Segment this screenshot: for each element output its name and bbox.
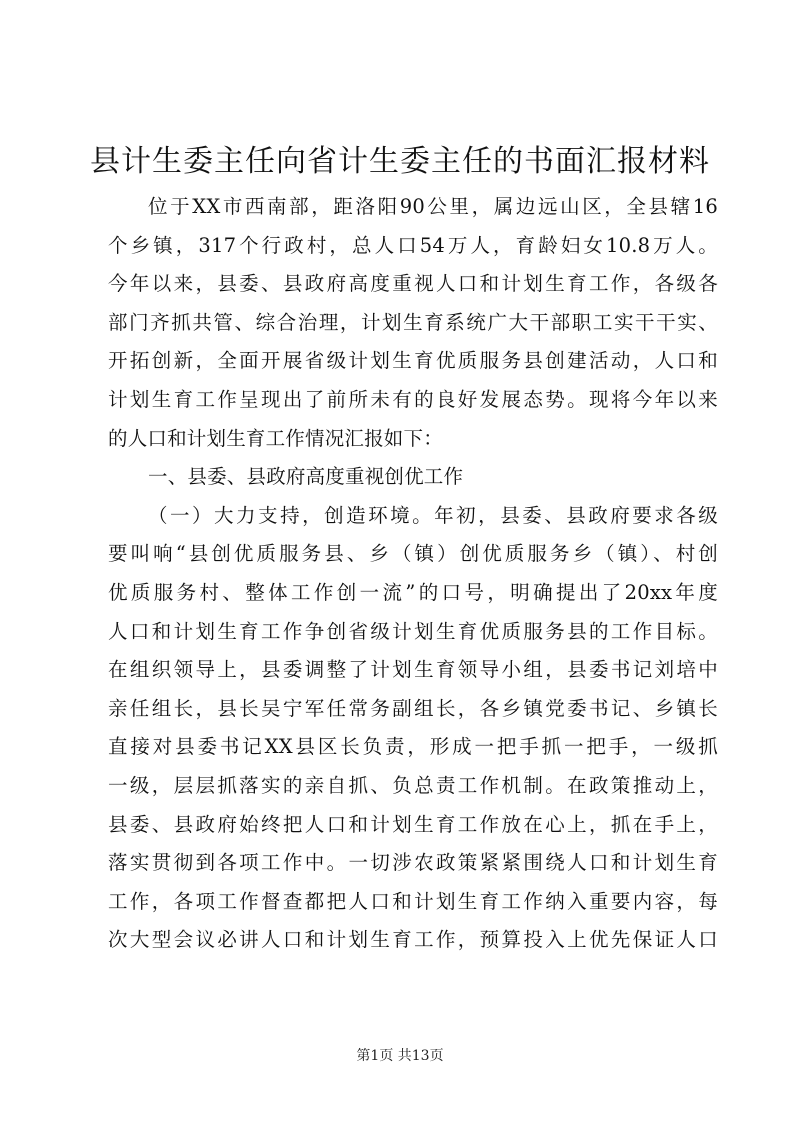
paragraph-line: 要叫响“县创优质服务县、乡（镇）创优质服务乡（镇）、村创 [108, 542, 718, 566]
paragraph-line: 直接对县委书记XX县区长负责，形成一把手抓一把手，一级抓 [108, 735, 718, 759]
paragraph-line: 的人口和计划生育工作情况汇报如下： [108, 426, 443, 450]
paragraph-line: 个乡镇，317个行政村，总人口54万人，育龄妇女10.8万人。 [108, 233, 718, 257]
document-body [108, 188, 718, 960]
paragraph-line: 今年以来，县委、县政府高度重视人口和计划生育工作，各级各 [108, 272, 718, 296]
paragraph-line: 一级，层层抓落实的亲自抓、负总责工作机制。在政策推动上， [108, 773, 718, 797]
paragraph-line: 计划生育工作呈现出了前所未有的良好发展态势。现将今年以来 [108, 387, 718, 411]
paragraph-line: （一）大力支持，创造环境。年初，县委、县政府要求各级 [148, 503, 718, 527]
document-title: 县计生委主任向省计生委主任的书面汇报材料 [90, 144, 710, 179]
paragraph-line: 落实贯彻到各项工作中。一切涉农政策紧紧围绕人口和计划生育 [108, 851, 718, 875]
paragraph-line: 位于XX市西南部，距洛阳90公里，属边远山区，全县辖16 [148, 195, 718, 218]
section-heading: 一、县委、县政府高度重视创优工作 [148, 465, 464, 489]
paragraph-line: 在组织领导上，县委调整了计划生育领导小组，县委书记刘培中 [108, 658, 718, 682]
page-number-footer: 第1页 共13页 [356, 1048, 444, 1064]
paragraph-line: 次大型会议必讲人口和计划生育工作，预算投入上优先保证人口 [108, 928, 718, 952]
paragraph-line: 人口和计划生育工作争创省级计划生育优质服务县的工作目标。 [108, 619, 718, 643]
paragraph-line: 部门齐抓共管、综合治理，计划生育系统广大干部职工实干干实、 [108, 310, 718, 334]
paragraph-line: 优质服务村、整体工作创一流”的口号，明确提出了20xx年度 [108, 580, 718, 604]
paragraph-line: 工作，各项工作督查都把人口和计划生育工作纳入重要内容，每 [108, 889, 718, 913]
paragraph-line: 亲任组长，县长吴宁军任常务副组长，各乡镇党委书记、乡镇长 [108, 696, 718, 720]
paragraph-line: 县委、县政府始终把人口和计划生育工作放在心上，抓在手上， [108, 812, 718, 836]
paragraph-line: 开拓创新，全面开展省级计划生育优质服务县创建活动，人口和 [108, 349, 718, 373]
